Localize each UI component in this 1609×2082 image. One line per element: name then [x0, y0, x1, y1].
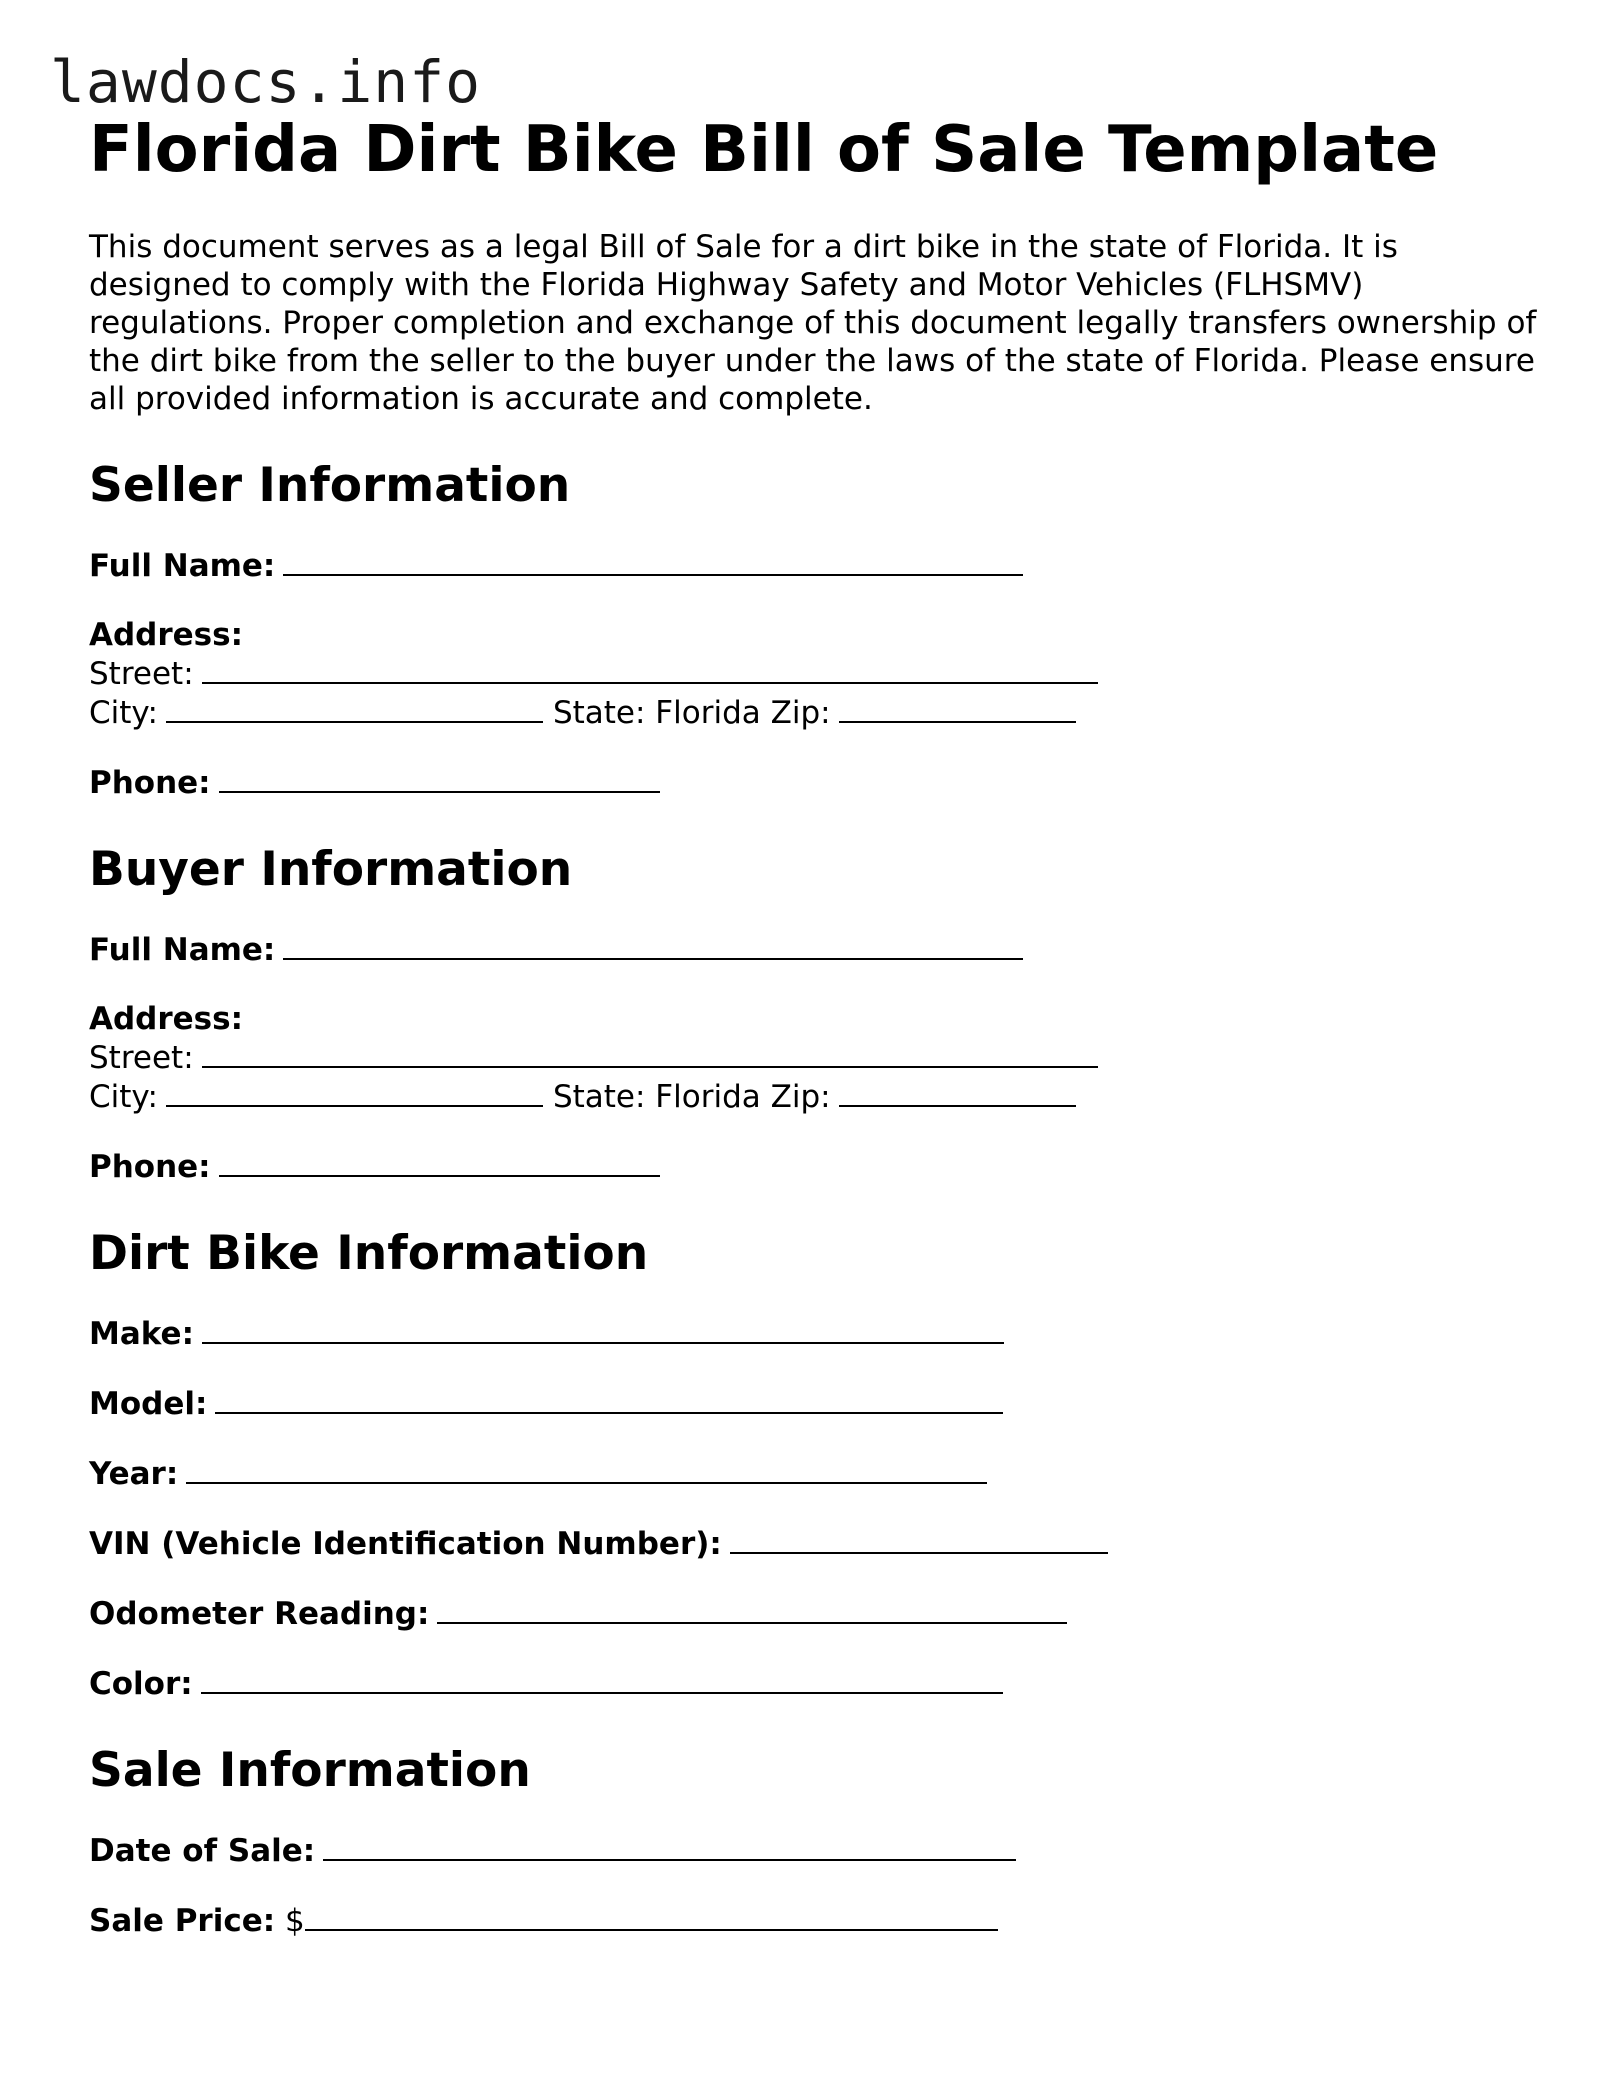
bike-vin-blank[interactable] [730, 1524, 1108, 1554]
seller-heading: Seller Information [89, 458, 571, 513]
bike-vin-row [89, 1524, 1549, 1563]
buyer-phone-blank[interactable] [219, 1147, 660, 1177]
bike-model-row [89, 1384, 1549, 1423]
buyer-city-row [89, 1077, 1549, 1116]
seller-street-blank[interactable] [202, 654, 1098, 684]
document-body [89, 110, 1549, 1940]
sale-price-row [89, 1901, 1549, 1940]
bike-make-label: Make: [89, 1316, 194, 1352]
seller-city-label: City: [89, 695, 158, 731]
buyer-phone-label: Phone: [89, 1149, 211, 1185]
buyer-address-label: Address: [89, 1001, 243, 1037]
seller-city-blank[interactable] [166, 693, 543, 723]
site-watermark: lawdocs.info [50, 48, 482, 116]
seller-phone-row [89, 763, 1549, 802]
buyer-city-label: City: [89, 1079, 158, 1115]
bike-make-row [89, 1314, 1549, 1353]
bike-odometer-blank[interactable] [437, 1594, 1067, 1624]
seller-full-name-label: Full Name: [89, 548, 276, 584]
buyer-address-block [89, 1000, 1549, 1116]
seller-full-name-blank[interactable] [283, 546, 1023, 576]
sale-date-blank[interactable] [323, 1831, 1016, 1861]
sale-price-blank[interactable] [305, 1901, 998, 1931]
document-title: Florida Dirt Bike Bill of Sale Template [89, 113, 1439, 187]
buyer-full-name-blank[interactable] [283, 930, 1023, 960]
bike-color-label: Color: [89, 1666, 193, 1702]
buyer-zip-blank[interactable] [839, 1077, 1076, 1107]
buyer-full-name-row [89, 930, 1549, 969]
buyer-street-blank[interactable] [202, 1038, 1098, 1068]
seller-street-label: Street: [89, 656, 194, 692]
buyer-phone-row [89, 1147, 1549, 1186]
seller-state-zip-label: State: Florida Zip: [552, 695, 831, 731]
intro-paragraph: This document serves as a legal Bill of Sale for a dirt bike in the state of Florida. It is designed to comply with the Florida Highway Safety and Motor Vehicles (FLHSMV) regulations. Proper completion and exchange of this document legally transfers ownership of the dirt bike from the seller to the buyer under the laws of the state of Florida. Please ensure all provided information is accurate and complete. [89, 229, 1537, 417]
bike-color-blank[interactable] [201, 1664, 1003, 1694]
seller-city-row [89, 693, 1549, 732]
sale-date-label: Date of Sale: [89, 1833, 316, 1869]
sale-date-row [89, 1831, 1549, 1870]
seller-phone-blank[interactable] [219, 763, 660, 793]
bike-year-blank[interactable] [186, 1454, 987, 1484]
buyer-street-label: Street: [89, 1040, 194, 1076]
seller-phone-label: Phone: [89, 765, 211, 801]
bike-heading: Dirt Bike Information [89, 1226, 649, 1281]
bike-model-label: Model: [89, 1386, 208, 1422]
sale-price-label: Sale Price: [89, 1903, 276, 1939]
bike-model-blank[interactable] [215, 1384, 1003, 1414]
bike-year-label: Year: [89, 1456, 179, 1492]
currency-symbol: $ [284, 1903, 305, 1939]
seller-address-block [89, 616, 1549, 732]
sale-heading: Sale Information [89, 1743, 531, 1798]
buyer-heading: Buyer Information [89, 842, 573, 897]
seller-street-row [89, 654, 1549, 693]
seller-full-name-row [89, 546, 1549, 585]
bike-color-row [89, 1664, 1549, 1703]
bike-make-blank[interactable] [202, 1314, 1004, 1344]
seller-address-label: Address: [89, 617, 243, 653]
bike-vin-label: VIN (Vehicle Identification Number): [89, 1526, 722, 1562]
buyer-city-blank[interactable] [166, 1077, 543, 1107]
bike-odometer-label: Odometer Reading: [89, 1596, 430, 1632]
bike-year-row [89, 1454, 1549, 1493]
seller-zip-blank[interactable] [839, 693, 1076, 723]
buyer-full-name-label: Full Name: [89, 932, 276, 968]
buyer-state-zip-label: State: Florida Zip: [552, 1079, 831, 1115]
buyer-street-row [89, 1038, 1549, 1077]
bike-odometer-row [89, 1594, 1549, 1633]
